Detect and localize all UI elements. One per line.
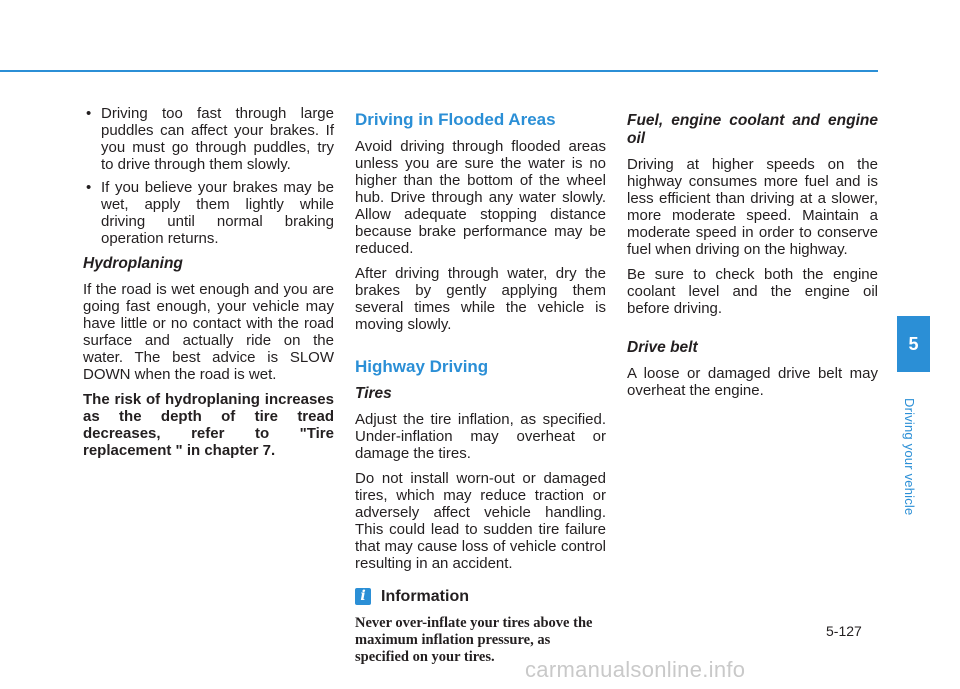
flooded-paragraph-1: Avoid driving through flooded areas unless you are sure the water is no higher than the bottom of the wheel hub. Drive through any water slowly. Allow adequate stopping distance because brake performance may be reduced. xyxy=(355,138,606,257)
tires-paragraph-2: Do not install worn-out or damaged tires, which may reduce traction or adversely affect vehicle handling. This could lead to sudden tire failure that may cause loss of vehicle control resulting in an accident. xyxy=(355,470,606,572)
flooded-areas-heading: Driving in Flooded Areas xyxy=(355,110,556,129)
fuel-heading: Fuel, engine coolant and engine oil xyxy=(627,112,878,147)
highway-driving-heading: Highway Driving xyxy=(355,357,489,376)
chapter-title: Driving your vehicle xyxy=(902,398,917,516)
flooded-paragraph-2: After driving through water, dry the brakes by gently applying them several times while the vehicle is moving slowly. xyxy=(355,265,606,333)
hydroplaning-heading: Hydroplaning xyxy=(83,255,183,272)
chapter-tab: 5 xyxy=(897,316,930,372)
information-title: Information xyxy=(381,588,469,605)
information-body: Never over-inflate your tires above the maximum inflation pressure, as specified on your tires. xyxy=(355,615,593,665)
column-1 xyxy=(83,105,334,467)
information-header xyxy=(355,588,606,605)
hydroplaning-body: If the road is wet enough and you are going fast enough, your vehicle may have little or no contact with the road surface and actually ride on the water. The best advice is SLOW DOWN when the road is wet. xyxy=(83,281,334,383)
watermark: carmanualsonline.info xyxy=(525,657,746,682)
drive-belt-heading: Drive belt xyxy=(627,339,698,356)
tires-heading: Tires xyxy=(355,385,392,402)
list-item: • Driving too fast through large puddles can affect your brakes. If you must go through puddles, try to drive through them slowly. xyxy=(83,105,334,173)
drive-belt-paragraph: A loose or damaged drive belt may overheat the engine. xyxy=(627,365,878,399)
chapter-side-label xyxy=(901,398,919,516)
fuel-paragraph-1: Driving at higher speeds on the highway consumes more fuel and is less efficient than driving at a slower, more moderate speed. Maintain a moderate speed in order to conserve fuel when driving on the highway. xyxy=(627,156,878,258)
column-3 xyxy=(627,105,878,407)
tires-paragraph-1: Adjust the tire inflation, as specified. Under-inflation may overheat or damage the tires. xyxy=(355,411,606,462)
page-number: 5-127 xyxy=(826,623,862,639)
information-icon: i xyxy=(355,588,371,605)
wet-brakes-list xyxy=(83,105,334,247)
header-rule xyxy=(0,70,878,72)
fuel-paragraph-2: Be sure to check both the engine coolant level and the engine oil before driving. xyxy=(627,266,878,317)
hydroplaning-warning: The risk of hydroplaning increases as the depth of tire tread decreases, refer to "Tire replacement " in chapter 7. xyxy=(83,391,334,459)
column-2 xyxy=(355,105,606,674)
list-item: • If you believe your brakes may be wet, apply them lightly while driving until normal braking operation returns. xyxy=(83,179,334,247)
